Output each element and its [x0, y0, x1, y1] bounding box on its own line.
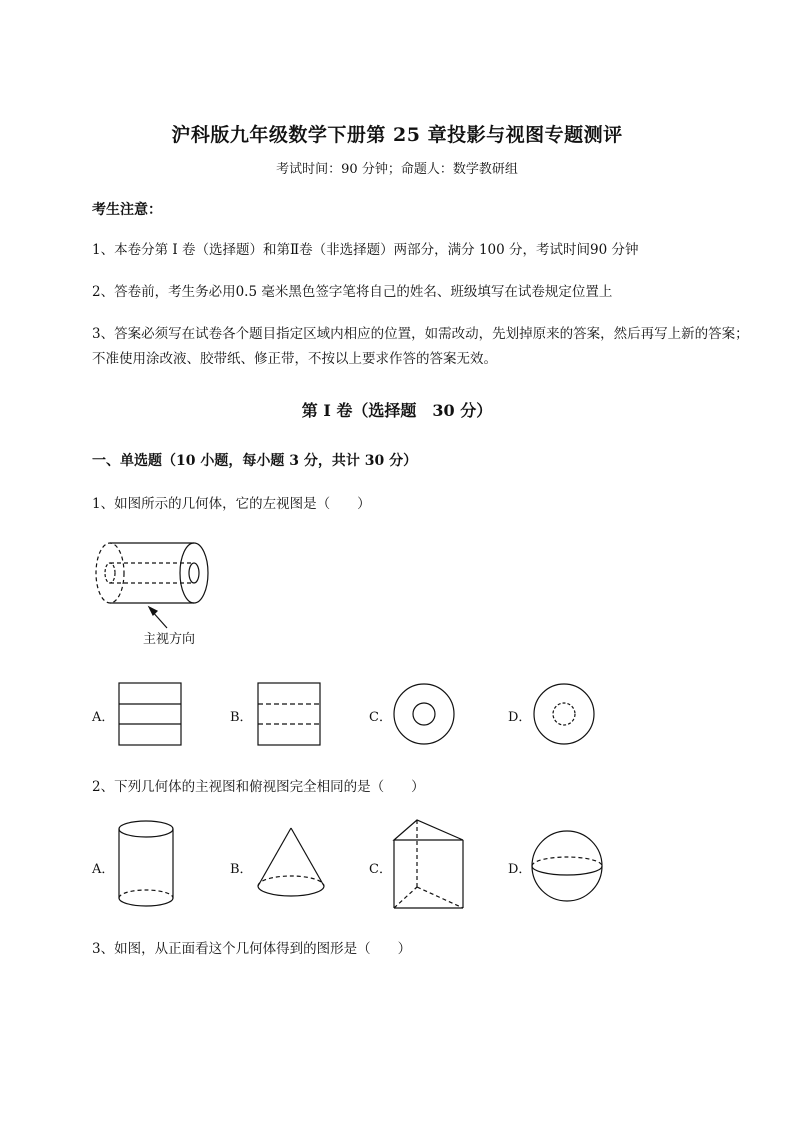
- view-direction-caption: 主视方向: [143, 632, 196, 647]
- notice-item-1: 1、本卷分第 I 卷（选择题）和第Ⅱ卷（非选择题）两部分，满分 100 分，考试时间90 分钟: [92, 242, 639, 258]
- q1-option-d-figure: [534, 684, 594, 744]
- q2-option-a-cylinder: [119, 821, 173, 906]
- question-3-text: 3、如图，从正面看这个几何体得到的图形是（ ）: [92, 941, 412, 957]
- part-title: 一、单选题（10 小题，每小题 3 分，共计 30 分）: [92, 453, 418, 469]
- notice-item-2: 2、答卷前，考生务必用0.5 毫米黑色签字笔将自己的姓名、班级填写在试卷规定位置上: [92, 284, 613, 300]
- question-1-text: 1、如图所示的几何体，它的左视图是（ ）: [92, 496, 371, 512]
- q1-option-b-figure: [258, 683, 320, 745]
- q1-option-a-label: A．: [92, 710, 115, 725]
- q1-option-c-label: C．: [369, 710, 392, 725]
- question-2-text: 2、下列几何体的主视图和俯视图完全相同的是（ ）: [92, 779, 425, 795]
- q1-option-b-label: B．: [230, 710, 253, 725]
- exam-info: 考试时间：90 分钟；命题人：数学教研组: [276, 162, 518, 177]
- section-title: 第 I 卷（选择题 30 分）: [301, 401, 493, 420]
- hollow-cylinder-figure: [96, 543, 208, 628]
- q2-option-b-cone: [258, 828, 324, 896]
- q1-option-d-label: D．: [508, 710, 532, 725]
- notice-heading: 考生注意：: [92, 202, 162, 218]
- q2-option-a-label: A．: [92, 862, 115, 877]
- page-title: 沪科版九年级数学下册第 25 章投影与视图专题测评: [171, 124, 623, 146]
- q2-option-b-label: B．: [230, 862, 253, 877]
- notice-item-3: 3、答案必须写在试卷各个题目指定区域内相应的位置，如需改动，先划掉原来的答案，然后再写上新的答案；不准使用涂改液、胶带纸、修正带，不按以上要求作答的答案无效。: [92, 326, 749, 367]
- q2-option-d-label: D．: [508, 862, 532, 877]
- q2-option-c-label: C．: [369, 862, 392, 877]
- q1-option-c-figure: [394, 684, 454, 744]
- q2-option-d-sphere: [532, 831, 602, 901]
- q1-option-a-figure: [119, 683, 181, 745]
- q2-option-c-prism: [394, 820, 463, 908]
